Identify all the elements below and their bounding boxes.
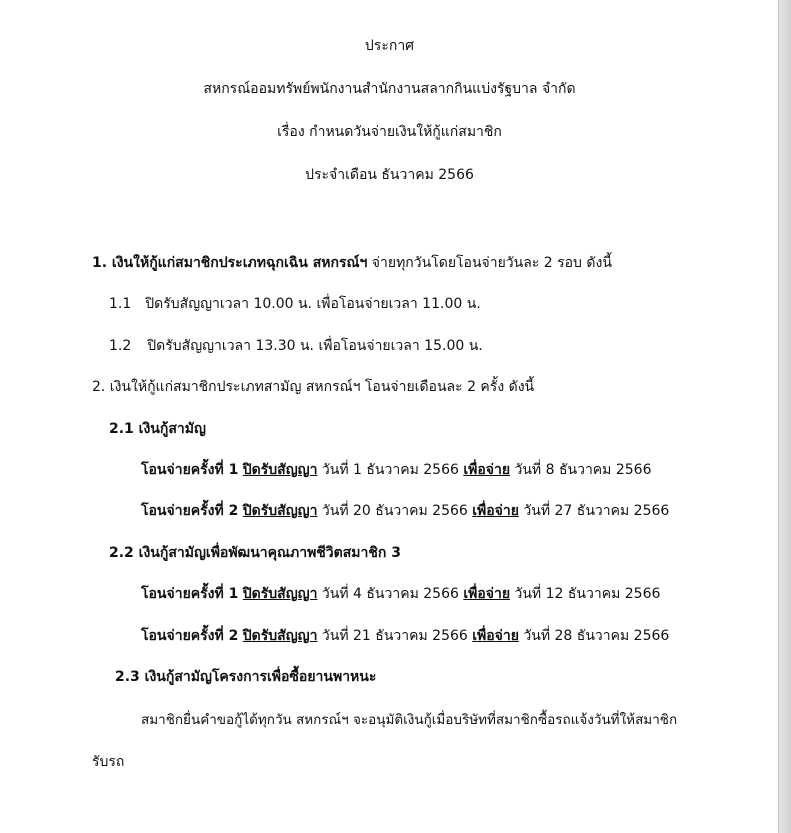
schedule-row: [141, 460, 651, 480]
subsection-2-3-title: 2.3 เงินกู้สามัญโครงการเพื่อซื้อยานพาหนะ: [115, 669, 377, 685]
subsection-2-3-body-line-1: สมาชิกยื่นคำขอกู้ได้ทุกวัน สหกรณ์ฯ จะอนุมัติเงินกู้เมื่อบริษัทที่สมาชิกซื้อรถแจ้งวันที่ให้สมาชิก: [141, 712, 678, 728]
section-2-heading: 2. เงินให้กู้แก่สมาชิกประเภทสามัญ สหกรณ์ฯ โอนจ่ายเดือนละ 2 ครั้ง ดังนี้: [92, 379, 535, 395]
section-1-item: [109, 336, 483, 356]
subsection-2-2-title: 2.2 เงินกู้สามัญเพื่อพัฒนาคุณภาพชีวิตสมาชิก 3: [109, 545, 401, 561]
schedule-row: [141, 584, 660, 604]
close-label: ปิดรับสัญญา: [242, 628, 318, 644]
pay-label: เพื่อจ่าย: [472, 503, 519, 519]
close-date: วันที่ 21 ธันวาคม 2566: [317, 628, 473, 644]
item-number: 1.1: [109, 296, 132, 312]
section-1-heading: [92, 253, 612, 273]
round-label: โอนจ่ายครั้งที่ 1: [141, 586, 239, 602]
pay-date: วันที่ 12 ธันวาคม 2566: [510, 586, 661, 602]
close-label: ปิดรับสัญญา: [242, 586, 318, 602]
announcement-title: ประกาศ: [364, 38, 415, 54]
close-label: ปิดรับสัญญา: [242, 503, 318, 519]
close-date: วันที่ 1 ธันวาคม 2566: [317, 462, 464, 478]
subsection-2-3-body-line-2: รับรถ: [92, 754, 125, 770]
round-label: โอนจ่ายครั้งที่ 1: [141, 462, 239, 478]
subsection-2-1-title: 2.1 เงินกู้สามัญ: [109, 421, 206, 437]
item-text: ปิดรับสัญญาเวลา 13.30 น. เพื่อโอนจ่ายเวลา 15.00 น.: [147, 338, 483, 354]
item-number: 1.2: [109, 338, 132, 354]
section-1-item: [109, 294, 481, 314]
close-date: วันที่ 4 ธันวาคม 2566: [317, 586, 464, 602]
round-label: โอนจ่ายครั้งที่ 2: [141, 628, 239, 644]
pay-date: วันที่ 27 ธันวาคม 2566: [518, 503, 670, 519]
pay-label: เพื่อจ่าย: [463, 462, 511, 478]
schedule-row: [141, 626, 669, 646]
pay-label: เพื่อจ่าย: [463, 586, 511, 602]
page-edge: [778, 0, 791, 833]
cooperative-name: สหกรณ์ออมทรัพย์พนักงานสำนักงานสลากกินแบ่งรัฐบาล จำกัด: [203, 81, 576, 97]
section-1-heading-bold: 1. เงินให้กู้แก่สมาชิกประเภทฉุกเฉิน สหกรณ์ฯ: [92, 255, 368, 271]
schedule-row: [141, 501, 669, 521]
subject-line: เรื่อง กำหนดวันจ่ายเงินให้กู้แก่สมาชิก: [277, 124, 502, 140]
pay-label: เพื่อจ่าย: [472, 628, 519, 644]
section-1-heading-rest: จ่ายทุกวันโดยโอนจ่ายวันละ 2 รอบ ดังนี้: [367, 255, 612, 271]
pay-date: วันที่ 8 ธันวาคม 2566: [510, 462, 652, 478]
round-label: โอนจ่ายครั้งที่ 2: [141, 503, 239, 519]
close-date: วันที่ 20 ธันวาคม 2566: [317, 503, 473, 519]
close-label: ปิดรับสัญญา: [242, 462, 318, 478]
item-text: ปิดรับสัญญาเวลา 10.00 น. เพื่อโอนจ่ายเวลา 11.00 น.: [145, 296, 481, 312]
pay-date: วันที่ 28 ธันวาคม 2566: [518, 628, 670, 644]
month-line: ประจำเดือน ธันวาคม 2566: [305, 167, 474, 183]
